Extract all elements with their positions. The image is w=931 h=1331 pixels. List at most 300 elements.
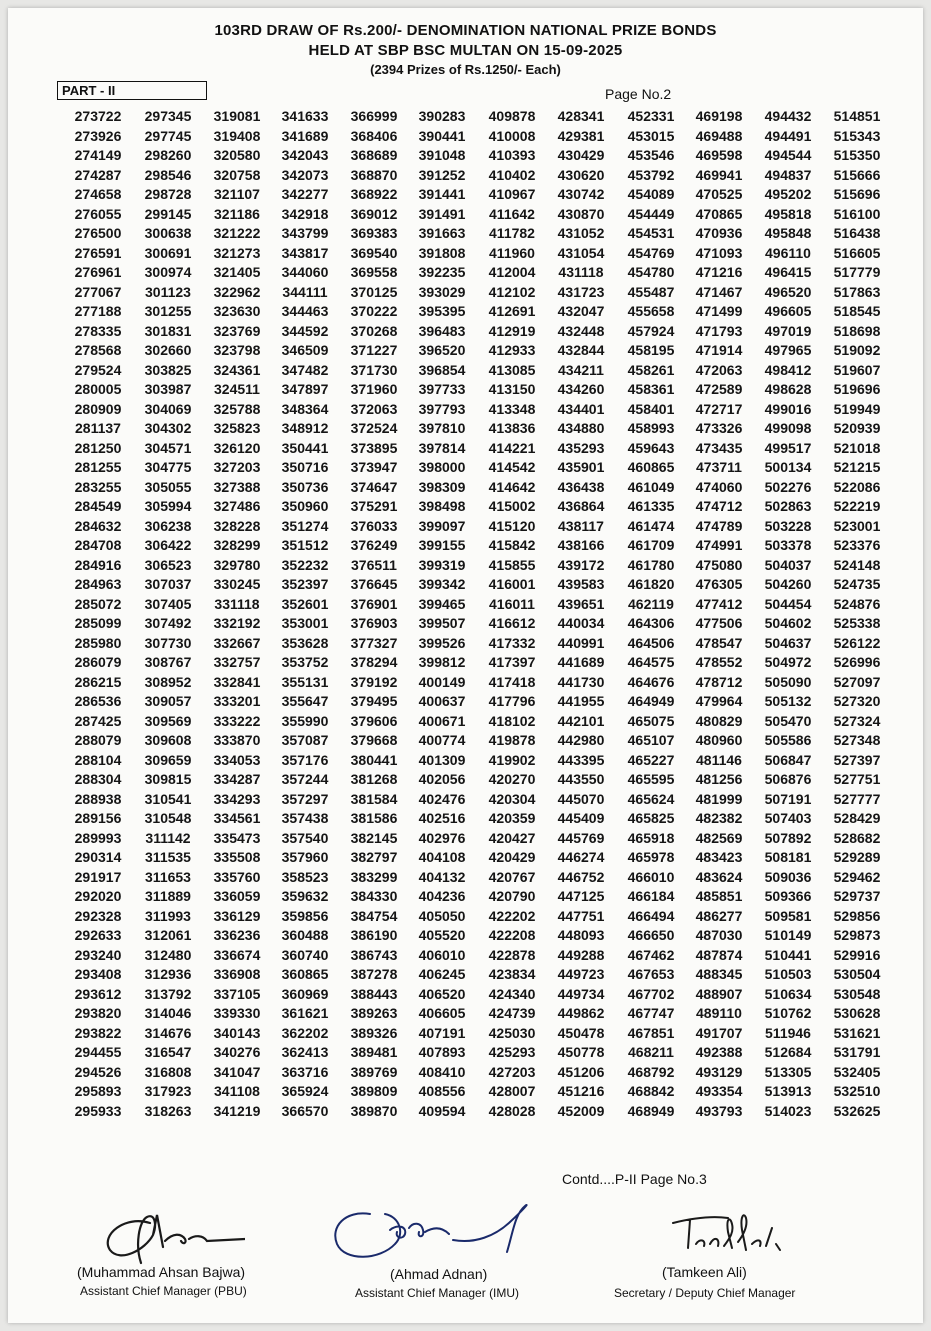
bond-number-cell: 505132 <box>764 693 812 709</box>
bond-number-cell: 415855 <box>488 556 536 573</box>
bond-number-cell: 466184 <box>627 888 675 904</box>
bond-number-cell: 513913 <box>764 1083 812 1099</box>
bond-number-cell: 465624 <box>627 790 675 807</box>
bond-number-cell: 467702 <box>627 985 675 1002</box>
bond-number-cell: 495202 <box>764 186 812 202</box>
bond-number-cell: 386190 <box>350 927 398 943</box>
bond-number-cell: 357438 <box>281 810 329 826</box>
bond-number-cell: 493793 <box>695 1102 743 1119</box>
bond-number-cell: 412919 <box>488 322 536 339</box>
bond-number-cell: 448093 <box>557 927 605 943</box>
bond-number-cell: 298728 <box>144 186 192 202</box>
bond-number-cell: 519607 <box>833 361 881 378</box>
bond-number-cell: 336908 <box>213 966 261 982</box>
bond-number-cell: 286536 <box>74 693 122 709</box>
bond-number-cell: 381584 <box>350 790 398 807</box>
bond-number-cell: 430429 <box>557 147 605 163</box>
bond-number-cell: 327203 <box>213 459 261 475</box>
bond-number-cell: 522086 <box>833 478 881 495</box>
bond-number-cell: 286079 <box>74 654 122 670</box>
bond-number-cell: 477506 <box>695 615 743 631</box>
table-row <box>0 361 931 381</box>
bond-number-cell: 401309 <box>418 751 466 768</box>
bond-number-cell: 504972 <box>764 654 812 670</box>
bond-number-cell: 291917 <box>74 868 122 885</box>
bond-number-cell: 398000 <box>418 459 466 475</box>
bond-number-cell: 509366 <box>764 888 812 904</box>
signature-1-image <box>95 1205 245 1270</box>
bond-number-cell: 405520 <box>418 927 466 943</box>
bond-number-cell: 454531 <box>627 225 675 241</box>
table-row <box>0 224 931 244</box>
bond-number-cell: 370222 <box>350 303 398 319</box>
bond-number-cell: 431118 <box>558 264 604 280</box>
bond-number-cell: 393029 <box>418 283 466 300</box>
bond-number-cell: 466010 <box>627 868 675 885</box>
bond-number-cell: 464676 <box>627 673 675 690</box>
bond-number-cell: 273926 <box>74 127 122 144</box>
bond-number-cell: 360488 <box>281 927 329 943</box>
bond-number-cell: 299145 <box>144 205 192 222</box>
bond-number-cell: 399319 <box>418 556 466 573</box>
bond-number-cell: 379668 <box>350 732 398 748</box>
bond-number-cell: 469598 <box>695 147 743 163</box>
bond-number-cell: 321273 <box>213 244 261 261</box>
bond-number-cell: 445769 <box>557 829 605 846</box>
bond-number-cell: 314676 <box>144 1024 192 1041</box>
bond-number-cell: 330245 <box>213 576 261 592</box>
bond-number-cell: 505586 <box>764 732 812 748</box>
table-row <box>0 400 931 420</box>
bond-number-cell: 472063 <box>695 361 743 378</box>
bond-number-cell: 309569 <box>144 712 192 729</box>
bond-number-cell: 420767 <box>488 868 536 885</box>
bond-number-cell: 383299 <box>350 868 398 885</box>
bond-number-cell: 524876 <box>833 595 881 612</box>
bond-number-cell: 288079 <box>74 732 122 748</box>
bond-number-cell: 491707 <box>695 1024 743 1041</box>
bond-number-cell: 320758 <box>213 166 261 183</box>
bond-number-cell: 311889 <box>145 888 191 904</box>
bond-number-cell: 454769 <box>627 244 675 261</box>
bond-number-cell: 365924 <box>281 1083 329 1099</box>
bond-number-cell: 469488 <box>695 127 743 144</box>
bond-number-cell: 466650 <box>627 927 675 943</box>
bond-number-cell: 424739 <box>488 1005 536 1021</box>
bond-number-cell: 420359 <box>488 810 536 826</box>
bond-number-cell: 363716 <box>281 1063 329 1080</box>
bond-number-cell: 414542 <box>488 459 536 475</box>
bond-number-cell: 504602 <box>764 615 812 631</box>
bond-number-cell: 492388 <box>695 1044 743 1060</box>
bond-number-cell: 389769 <box>350 1063 398 1080</box>
bond-number-cell: 350960 <box>281 498 329 514</box>
bond-number-cell: 468842 <box>627 1083 675 1099</box>
bond-number-cell: 487030 <box>695 927 743 943</box>
bond-number-cell: 504637 <box>764 634 812 651</box>
bond-number-cell: 471793 <box>695 322 743 339</box>
bond-number-cell: 464306 <box>627 615 675 631</box>
bond-number-cell: 311142 <box>145 829 191 846</box>
bond-number-cell: 532510 <box>833 1083 881 1099</box>
bond-number-cell: 504454 <box>764 595 812 612</box>
bond-number-cell: 446752 <box>557 868 605 885</box>
bond-number-cell: 295933 <box>74 1102 122 1119</box>
bond-number-cell: 312480 <box>144 946 192 963</box>
bond-number-cell: 389326 <box>350 1024 398 1041</box>
bond-number-cell: 511946 <box>765 1024 811 1041</box>
bond-number-cell: 357297 <box>281 790 329 807</box>
bond-number-cell: 276591 <box>74 244 122 261</box>
bond-number-cell: 529856 <box>833 907 881 924</box>
bond-number-cell: 515343 <box>833 127 881 144</box>
bond-number-cell: 353001 <box>281 615 329 631</box>
bond-number-cell: 386743 <box>350 946 398 963</box>
bond-number-cell: 303825 <box>144 361 192 378</box>
bond-number-cell: 294526 <box>74 1063 122 1080</box>
bond-number-cell: 507191 <box>764 790 812 807</box>
bond-number-cell: 513305 <box>764 1063 812 1080</box>
bond-number-cell: 405050 <box>418 907 466 924</box>
bond-number-cell: 431054 <box>557 244 605 261</box>
bond-number-cell: 369383 <box>350 225 398 241</box>
table-row <box>0 848 931 868</box>
bond-number-cell: 273722 <box>74 108 122 124</box>
bond-number-cell: 453792 <box>627 166 675 183</box>
bond-number-cell: 494432 <box>764 108 812 124</box>
bond-number-cell: 303987 <box>144 381 192 397</box>
bond-number-cell: 289156 <box>74 810 122 826</box>
bond-number-cell: 527397 <box>833 751 881 768</box>
table-row <box>0 926 931 946</box>
bond-number-cell: 399812 <box>418 654 466 670</box>
bond-number-cell: 516438 <box>833 225 881 241</box>
bond-number-cell: 471467 <box>695 283 743 300</box>
bond-number-cell: 362413 <box>281 1044 329 1060</box>
bond-number-cell: 334287 <box>213 771 261 787</box>
bond-number-cell: 353628 <box>281 634 329 651</box>
bond-number-cell: 469941 <box>695 166 743 183</box>
bond-number-cell: 366999 <box>350 108 398 124</box>
bond-number-cell: 406245 <box>418 966 466 982</box>
bond-number-cell: 432448 <box>557 322 605 339</box>
bond-number-cell: 409594 <box>418 1102 466 1119</box>
bond-number-cell: 510503 <box>764 966 812 982</box>
bond-number-cell: 353752 <box>281 654 329 670</box>
table-row <box>0 517 931 537</box>
bond-number-cell: 317923 <box>144 1083 192 1099</box>
bond-number-cell: 523001 <box>833 517 881 534</box>
bond-number-cell: 288938 <box>74 790 122 807</box>
bond-number-cell: 341047 <box>213 1063 261 1080</box>
bond-number-cell: 380441 <box>350 751 398 768</box>
bond-number-cell: 277188 <box>74 303 122 319</box>
bond-number-cell: 402056 <box>418 771 466 787</box>
bond-number-cell: 471499 <box>695 303 743 319</box>
bond-number-cell: 496520 <box>764 283 812 300</box>
bond-number-cell: 274287 <box>74 166 122 183</box>
bond-number-cell: 406520 <box>418 985 466 1002</box>
bond-number-cell: 428007 <box>488 1083 536 1099</box>
bond-number-cell: 512684 <box>764 1044 812 1060</box>
bond-number-cell: 506847 <box>764 751 812 768</box>
bond-number-cell: 495848 <box>764 225 812 241</box>
bond-number-cell: 526122 <box>833 634 881 651</box>
bond-number-cell: 416612 <box>488 615 536 631</box>
bond-number-cell: 436438 <box>557 478 605 495</box>
bond-number-cell: 410008 <box>488 127 536 144</box>
bond-number-cell: 404132 <box>418 868 466 885</box>
bond-number-cell: 333870 <box>213 732 261 748</box>
bond-number-cell: 439651 <box>557 595 605 612</box>
bond-number-cell: 309608 <box>144 732 192 748</box>
bond-number-cell: 290314 <box>74 849 122 865</box>
table-row <box>0 380 931 400</box>
bond-number-cell: 508181 <box>764 849 812 865</box>
bond-number-cell: 329780 <box>213 556 261 573</box>
bond-number-cell: 376645 <box>350 576 398 592</box>
bond-number-cell: 429381 <box>557 127 605 144</box>
bond-number-cell: 341689 <box>281 127 329 144</box>
bond-number-cell: 452009 <box>557 1102 605 1119</box>
bond-number-cell: 390441 <box>418 127 466 144</box>
bond-number-cell: 528682 <box>833 829 881 846</box>
table-row <box>0 146 931 166</box>
prize-count-note: (2394 Prizes of Rs.1250/- Each) <box>370 62 561 77</box>
bond-number-cell: 339330 <box>213 1005 261 1021</box>
bond-number-cell: 489110 <box>696 1005 742 1021</box>
bond-number-cell: 411960 <box>489 244 535 261</box>
bond-number-cell: 280005 <box>74 381 122 397</box>
bond-number-cell: 458261 <box>627 361 675 378</box>
bond-number-cell: 472589 <box>695 381 743 397</box>
table-row <box>0 244 931 264</box>
bond-number-cell: 357960 <box>281 849 329 865</box>
bond-number-cell: 455658 <box>627 303 675 319</box>
bond-number-cell: 530504 <box>833 966 881 982</box>
bond-number-cell: 292020 <box>74 888 122 904</box>
bond-number-cell: 320580 <box>213 147 261 163</box>
table-row <box>0 166 931 186</box>
bond-number-cell: 285099 <box>74 615 122 631</box>
bond-number-cell: 280909 <box>74 400 122 417</box>
part-label-box: PART - II <box>57 81 207 100</box>
bond-number-cell: 328299 <box>213 537 261 553</box>
bond-number-cell: 471914 <box>695 342 743 358</box>
table-row <box>0 341 931 361</box>
bond-number-cell: 478552 <box>695 654 743 670</box>
bond-number-cell: 368406 <box>350 127 398 144</box>
bond-number-cell: 321186 <box>214 205 260 222</box>
bond-number-cell: 316808 <box>144 1063 192 1080</box>
bond-number-cell: 527097 <box>833 673 881 690</box>
bond-number-cell: 384330 <box>350 888 398 904</box>
bond-number-cell: 336236 <box>213 927 261 943</box>
bond-number-cell: 399465 <box>418 595 466 612</box>
bond-number-cell: 396483 <box>418 322 466 339</box>
bond-number-cell: 398498 <box>418 498 466 514</box>
bond-number-cell: 344463 <box>281 303 329 319</box>
bond-number-cell: 384754 <box>350 907 398 924</box>
bond-number-cell: 467462 <box>627 946 675 963</box>
bond-number-cell: 357087 <box>281 732 329 748</box>
bond-number-cell: 357540 <box>281 829 329 846</box>
bond-number-cell: 305994 <box>144 498 192 514</box>
bond-number-cell: 496415 <box>764 264 812 280</box>
bond-number-cell: 369540 <box>350 244 398 261</box>
bond-number-cell: 420429 <box>488 849 536 865</box>
bond-number-cell: 425293 <box>488 1044 536 1060</box>
bond-number-cell: 413348 <box>488 400 536 417</box>
bond-number-cell: 440034 <box>557 615 605 631</box>
bond-number-cell: 293408 <box>74 966 122 982</box>
bond-number-cell: 381586 <box>350 810 398 826</box>
table-row <box>0 107 931 127</box>
bond-number-cell: 415842 <box>488 537 536 553</box>
bond-number-cell: 510762 <box>764 1005 812 1021</box>
bond-number-cell: 306238 <box>144 517 192 534</box>
table-row <box>0 556 931 576</box>
bond-number-cell: 526996 <box>833 654 881 670</box>
bond-number-cell: 442101 <box>557 712 605 729</box>
bond-number-cell: 476305 <box>695 576 743 592</box>
table-row <box>0 595 931 615</box>
bond-number-cell: 342043 <box>281 147 329 163</box>
bond-number-cell: 324511 <box>214 381 260 397</box>
bond-number-cell: 524735 <box>833 576 881 592</box>
bond-number-cell: 434260 <box>557 381 605 397</box>
bond-number-cell: 454449 <box>627 205 675 222</box>
bond-number-cell: 333222 <box>213 712 261 729</box>
bond-number-cell: 478712 <box>695 673 743 690</box>
table-row <box>0 497 931 517</box>
bond-number-cell: 487874 <box>695 946 743 963</box>
bond-number-cell: 278335 <box>74 322 122 339</box>
table-row <box>0 283 931 303</box>
bond-number-cell: 313792 <box>144 985 192 1002</box>
bond-number-cell: 445409 <box>557 810 605 826</box>
table-row <box>0 185 931 205</box>
bond-number-cell: 447125 <box>557 888 605 904</box>
bond-number-cell: 337105 <box>213 985 261 1002</box>
bond-number-cell: 369558 <box>350 264 398 280</box>
bond-number-cell: 324361 <box>213 361 261 378</box>
table-row <box>0 887 931 907</box>
bond-number-cell: 410967 <box>488 186 536 202</box>
bond-number-cell: 445070 <box>557 790 605 807</box>
bond-number-cell: 321107 <box>214 186 260 202</box>
page-number: Page No.2 <box>605 86 672 102</box>
bond-number-cell: 470865 <box>695 205 743 222</box>
bond-number-cell: 387278 <box>350 966 398 982</box>
bond-number-cell: 509036 <box>764 868 812 885</box>
bond-number-cell: 335508 <box>213 849 261 865</box>
bond-number-cell: 464949 <box>627 693 675 709</box>
bond-number-cell: 372063 <box>350 400 398 417</box>
bond-number-cell: 309659 <box>144 751 192 768</box>
bond-number-cell: 305055 <box>144 478 192 495</box>
bond-number-cell: 467747 <box>627 1005 675 1021</box>
bond-number-cell: 307492 <box>144 615 192 631</box>
bond-number-cell: 493129 <box>695 1063 743 1080</box>
bond-number-cell: 465978 <box>627 849 675 865</box>
bond-number-cell: 505090 <box>764 673 812 690</box>
bond-number-cell: 325788 <box>213 400 261 417</box>
bond-number-cell: 400774 <box>418 732 466 748</box>
bond-number-cell: 506876 <box>764 771 812 787</box>
bond-number-cell: 397793 <box>418 400 466 417</box>
bond-number-cell: 379606 <box>350 712 398 729</box>
bond-number-cell: 531791 <box>833 1044 881 1060</box>
table-row <box>0 751 931 771</box>
bond-number-cell: 293820 <box>74 1005 122 1021</box>
bond-number-cell: 360740 <box>281 946 329 963</box>
bond-number-cell: 284708 <box>74 537 122 553</box>
bond-number-cell: 295893 <box>74 1083 122 1099</box>
bond-number-cell: 458993 <box>627 420 675 436</box>
bond-number-cell: 293612 <box>74 985 122 1002</box>
bond-number-cell: 449723 <box>557 966 605 982</box>
bond-number-cell: 435293 <box>557 439 605 456</box>
bond-number-cell: 312061 <box>144 927 192 943</box>
bond-number-cell: 285980 <box>74 634 122 651</box>
bond-number-cell: 391663 <box>418 225 466 241</box>
bond-number-cell: 308767 <box>144 654 192 670</box>
bond-number-cell: 406010 <box>418 946 466 963</box>
bond-number-cell: 307405 <box>144 595 192 612</box>
bond-number-cell: 466494 <box>627 907 675 924</box>
table-row <box>0 302 931 322</box>
bond-number-cell: 382797 <box>350 849 398 865</box>
bond-number-cell: 417397 <box>488 654 536 670</box>
bond-number-cell: 371960 <box>350 381 398 397</box>
bond-number-cell: 417418 <box>488 673 536 690</box>
bond-number-cell: 314046 <box>144 1005 192 1021</box>
bond-number-cell: 332757 <box>213 654 261 670</box>
bond-number-cell: 304571 <box>144 439 192 456</box>
bond-number-cell: 360865 <box>281 966 329 982</box>
bond-number-cell: 474060 <box>695 478 743 495</box>
bond-number-cell: 482569 <box>695 829 743 846</box>
bond-number-cell: 474789 <box>695 517 743 534</box>
bond-number-cell: 470525 <box>695 186 743 202</box>
bond-number-cell: 285072 <box>74 595 122 612</box>
bond-number-cell: 527751 <box>833 771 881 787</box>
table-row <box>0 1063 931 1083</box>
bond-number-cell: 407893 <box>418 1044 466 1060</box>
table-row <box>0 478 931 498</box>
bond-number-cell: 391808 <box>418 244 466 261</box>
bond-number-cell: 509581 <box>764 907 812 924</box>
bond-number-cell: 465825 <box>627 810 675 826</box>
bond-number-cell: 298260 <box>144 147 192 163</box>
bond-number-cell: 342073 <box>281 166 329 183</box>
bond-number-cell: 434880 <box>557 420 605 436</box>
bond-number-cell: 450778 <box>557 1044 605 1060</box>
bond-number-cell: 359632 <box>281 888 329 904</box>
table-row <box>0 673 931 693</box>
table-row <box>0 634 931 654</box>
bond-number-cell: 334293 <box>213 790 261 807</box>
bond-number-cell: 323798 <box>213 342 261 358</box>
bond-number-cell: 516605 <box>833 244 881 261</box>
bond-number-cell: 435901 <box>557 459 605 475</box>
bond-number-cell: 288304 <box>74 771 122 787</box>
bond-number-cell: 352397 <box>281 576 329 592</box>
table-row <box>0 965 931 985</box>
bond-number-cell: 351512 <box>281 537 329 553</box>
bond-number-cell: 481146 <box>696 751 742 768</box>
